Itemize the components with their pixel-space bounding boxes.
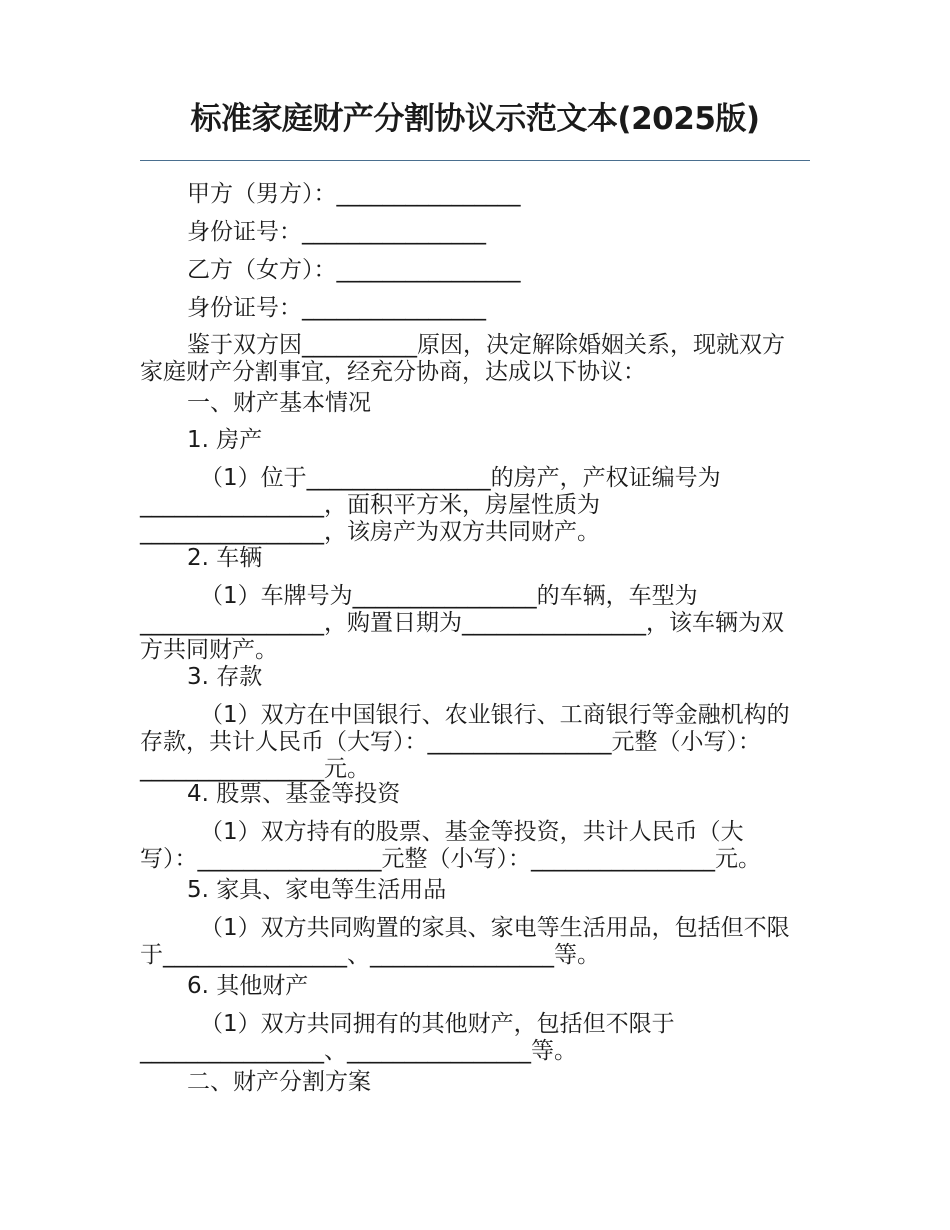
real-estate-paragraph: （1）位于________________的房产，产权证编号为________________，面积平方米，房屋性质为________________，该房产为双方共同财产。: [140, 465, 721, 545]
subheading-other-property: 6. 其他财产: [187, 973, 309, 999]
subheading-vehicle: 2. 车辆: [187, 545, 263, 571]
investments-paragraph: （1）双方持有的股票、基金等投资，共计人民币（大写）：________________元整（小写）：________________元。: [140, 819, 761, 872]
other-property-paragraph: （1）双方共同拥有的其他财产，包括但不限于________________、________________等。: [140, 1011, 675, 1064]
subheading-deposits: 3. 存款: [187, 664, 263, 690]
subheading-household-items: 5. 家具、家电等生活用品: [187, 877, 447, 903]
subheading-investments: 4. 股票、基金等投资: [187, 781, 401, 807]
vehicle-paragraph: （1）车牌号为________________的车辆，车型为________________，购置日期为________________，该车辆为双方共同财产。: [140, 583, 784, 663]
title-divider: [140, 160, 810, 161]
preamble-paragraph: 鉴于双方因__________原因，决定解除婚姻关系，现就双方家庭财产分割事宜，经充分协商，达成以下协议：: [140, 332, 785, 385]
section-heading-property-overview: 一、财产基本情况: [187, 390, 371, 416]
party-a-id-line: 身份证号：________________: [187, 219, 486, 245]
party-b-name-line: 乙方（女方）：________________: [187, 257, 521, 283]
party-a-name-line: 甲方（男方）：________________: [187, 181, 521, 207]
document-title: 标准家庭财产分割协议示范文本(2025版): [190, 101, 760, 137]
subheading-real-estate: 1. 房产: [187, 427, 263, 453]
section-heading-division-plan: 二、财产分割方案: [187, 1069, 371, 1095]
party-b-id-line: 身份证号：________________: [187, 295, 486, 321]
deposits-paragraph: （1）双方在中国银行、农业银行、工商银行等金融机构的存款，共计人民币（大写）：________________元整（小写）：________________元。: [140, 702, 790, 782]
household-items-paragraph: （1）双方共同购置的家具、家电等生活用品，包括但不限于________________、________________等。: [140, 915, 790, 968]
